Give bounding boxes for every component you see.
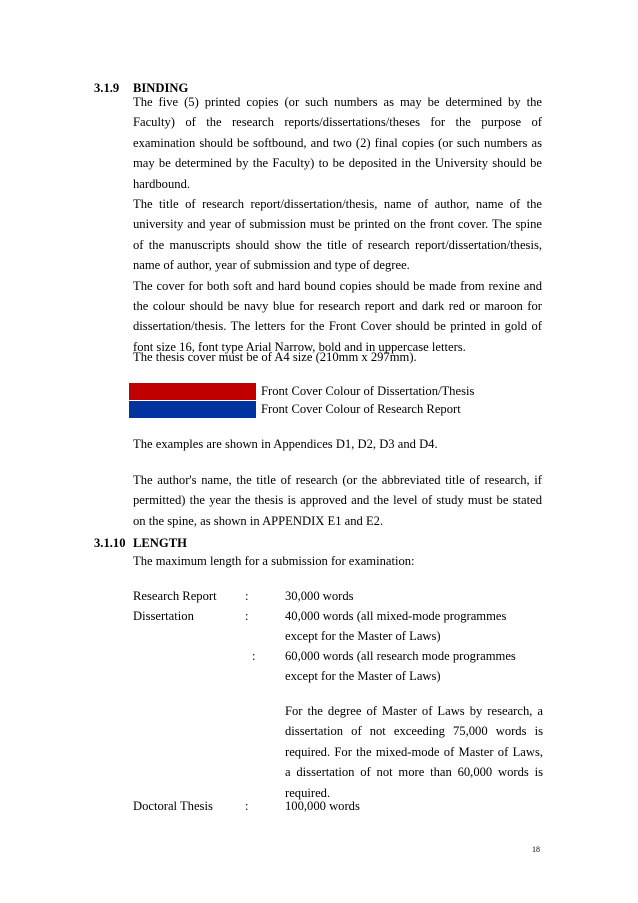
swatch-label: Front Cover Colour of Research Report xyxy=(261,402,461,416)
swatch-label: Front Cover Colour of Dissertation/Thesis xyxy=(261,384,475,398)
section-number: 3.1.10 xyxy=(94,536,126,550)
length-intro: The maximum length for a submission for examination: xyxy=(133,554,415,568)
section-number: 3.1.9 xyxy=(94,81,120,95)
binding-paragraph-cover: The cover for both soft and hard bound copies should be made from rexine and the colour should be navy blue for research report and dark red or maroon for dissertation/thesis. The letters for the Front Cover should be printed in gold of font size 16, font type Arial Narrow, bold and in uppercase letters. xyxy=(133,278,542,354)
length-row-doctoral xyxy=(133,796,543,816)
swatch-row-thesis xyxy=(129,383,475,400)
page-number: 18 xyxy=(532,845,540,854)
length-row-value: 30,000 words xyxy=(285,589,354,603)
length-row-colon: : xyxy=(245,799,249,813)
length-row xyxy=(133,666,543,686)
binding-paragraphs xyxy=(133,92,542,357)
length-row-value: except for the Master of Laws) xyxy=(285,669,441,683)
length-row xyxy=(133,606,543,626)
examples-note: The examples are shown in Appendices D1, D2, D3 and D4. xyxy=(133,437,438,451)
length-row-colon: : xyxy=(252,649,256,663)
binding-paragraph-copies: The five (5) printed copies (or such numbers as may be determined by the Faculty) of the research reports/dissertations/theses for the purpose of examination should be softbound, and two (2) final copies (or such numbers as may be determined by the Faculty) to be deposited in the University should be hardbound. xyxy=(133,95,542,191)
colour-swatch-red xyxy=(129,383,256,400)
length-row xyxy=(133,626,543,646)
length-row-value: 100,000 words xyxy=(285,799,360,813)
master-of-laws-note: For the degree of Master of Laws by research, a dissertation of not exceeding 75,000 words is required. For the mixed-mode of Master of Laws, a dissertation of not more than 60,000 words is required. xyxy=(285,704,543,800)
section-title: BINDING xyxy=(133,81,189,95)
length-row-label: Research Report xyxy=(133,589,217,603)
binding-paragraph-title: The title of research report/dissertation/thesis, name of author, name of the university and year of submission must be printed on the front cover. The spine of the manuscripts should show the title of research report/dissertation/thesis, name of author, year of submission and type of degree. xyxy=(133,197,542,273)
length-row-colon: : xyxy=(245,609,249,623)
spine-note: The author's name, the title of research (or the abbreviated title of research, if permitted) the year the thesis is approved and the level of study must be stated on the spine, as shown in APPENDIX E1 and E2. xyxy=(133,473,542,528)
length-row-label: Dissertation xyxy=(133,609,194,623)
length-row-label: Doctoral Thesis xyxy=(133,799,213,813)
length-row xyxy=(133,646,543,666)
section-title: LENGTH xyxy=(133,536,187,550)
size-note: The thesis cover must be of A4 size (210mm x 297mm). xyxy=(133,350,417,364)
length-row xyxy=(133,586,543,606)
length-row-value: except for the Master of Laws) xyxy=(285,629,441,643)
colour-swatch-blue xyxy=(129,401,256,418)
swatch-row-report xyxy=(129,401,459,418)
length-row-colon: : xyxy=(245,589,249,603)
length-row-value: 60,000 words (all research mode programmes xyxy=(285,649,516,663)
length-row-value: 40,000 words (all mixed-mode programmes xyxy=(285,609,507,623)
